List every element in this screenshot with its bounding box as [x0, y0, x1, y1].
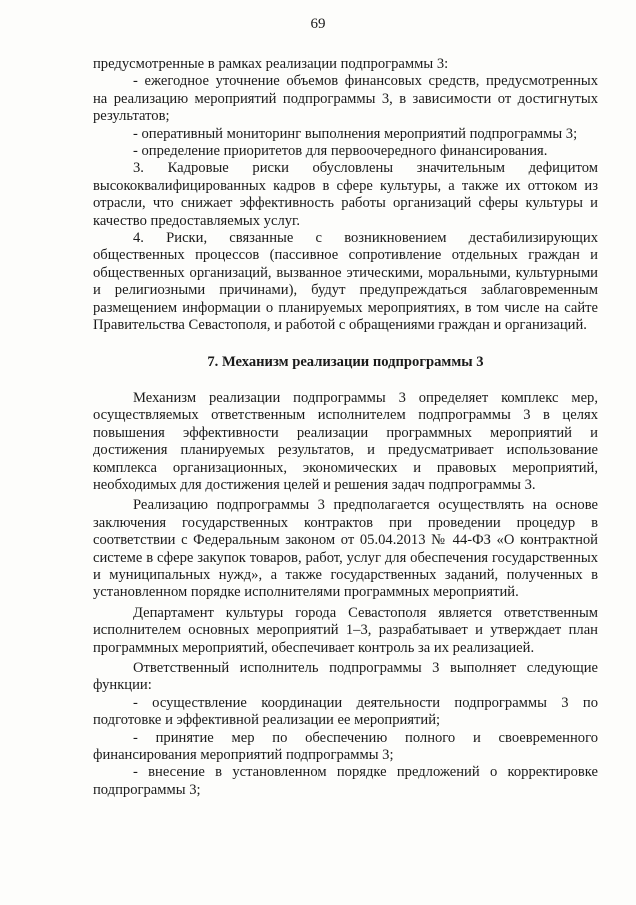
- paragraph: Механизм реализации подпрограммы 3 определяет комплекс мер, осуществляемых ответственным исполнителем подпрограммы 3 в целях повышения эффективности реализации программных мероприятий и достижения планируемых результатов, и предусматривает использование комплекса организационных, экономических и правовых мероприятий, необходимых для достижения целей и решения задач подпрограммы 3.: [93, 389, 598, 493]
- page-number: 69: [310, 16, 326, 32]
- document-body: [93, 56, 598, 799]
- paragraph: Департамент культуры города Севастополя является ответственным исполнителем основных мероприятий 1–3, разрабатывает и утверждает план программных мероприятий, обеспечивает контроль за их реализацией.: [93, 604, 598, 656]
- list-item: - принятие мер по обеспечению полного и своевременного финансирования мероприятий подпрограммы 3;: [93, 729, 598, 764]
- list-item: - внесение в установленном порядке предложений о корректировке подпрограммы 3;: [93, 764, 598, 798]
- paragraph: - ежегодное уточнение объемов финансовых средств, предусмотренных на реализацию мероприятий подпрограммы 3, в зависимости от достигнутых результатов;: [93, 73, 598, 125]
- paragraph: предусмотренные в рамках реализации подпрограммы 3:: [93, 56, 449, 72]
- paragraph: Ответственный исполнитель подпрограммы 3 выполняет следующие функции:: [93, 660, 598, 694]
- list-item: - осуществление координации деятельности подпрограммы 3 по подготовке и эффективной реализации ее мероприятий;: [93, 694, 598, 729]
- paragraph: - оперативный мониторинг выполнения мероприятий подпрограммы 3;: [133, 125, 578, 142]
- paragraph: Реализацию подпрограммы 3 предполагается осуществлять на основе заключения государственных контрактов при проведении процедур в соответствии с Федеральным законом от 05.04.2013 № 44-ФЗ «О контрактной системе в сфере закупок товаров, работ, услуг для обеспечения государственных и муниципальных нужд», а также государственных заданий, полученных в установленном порядке исполнителями программных мероприятий.: [93, 497, 598, 601]
- section-heading: 7. Механизм реализации подпрограммы 3: [207, 353, 484, 370]
- paragraph: 4. Риски, связанные с возникновением дестабилизирующих общественных процессов (пассивное сопротивление отдельных граждан и общественных организаций, вызванное этическими, моральными, культурными и религиозными причинами), будут предупреждаться заблаговременным размещением информации о планируемых мероприятиях, в том числе на сайте Правительства Севастополя, и работой с обращениями граждан и организаций.: [93, 230, 598, 334]
- paragraph: 3. Кадровые риски обусловлены значительным дефицитом высококвалифицированных кадров в сфере культуры, а также их оттоком из отрасли, что снижает эффективность работы организаций сферы культуры и качество предоставляемых услуг.: [93, 160, 598, 229]
- paragraph: - определение приоритетов для первоочередного финансирования.: [133, 143, 548, 160]
